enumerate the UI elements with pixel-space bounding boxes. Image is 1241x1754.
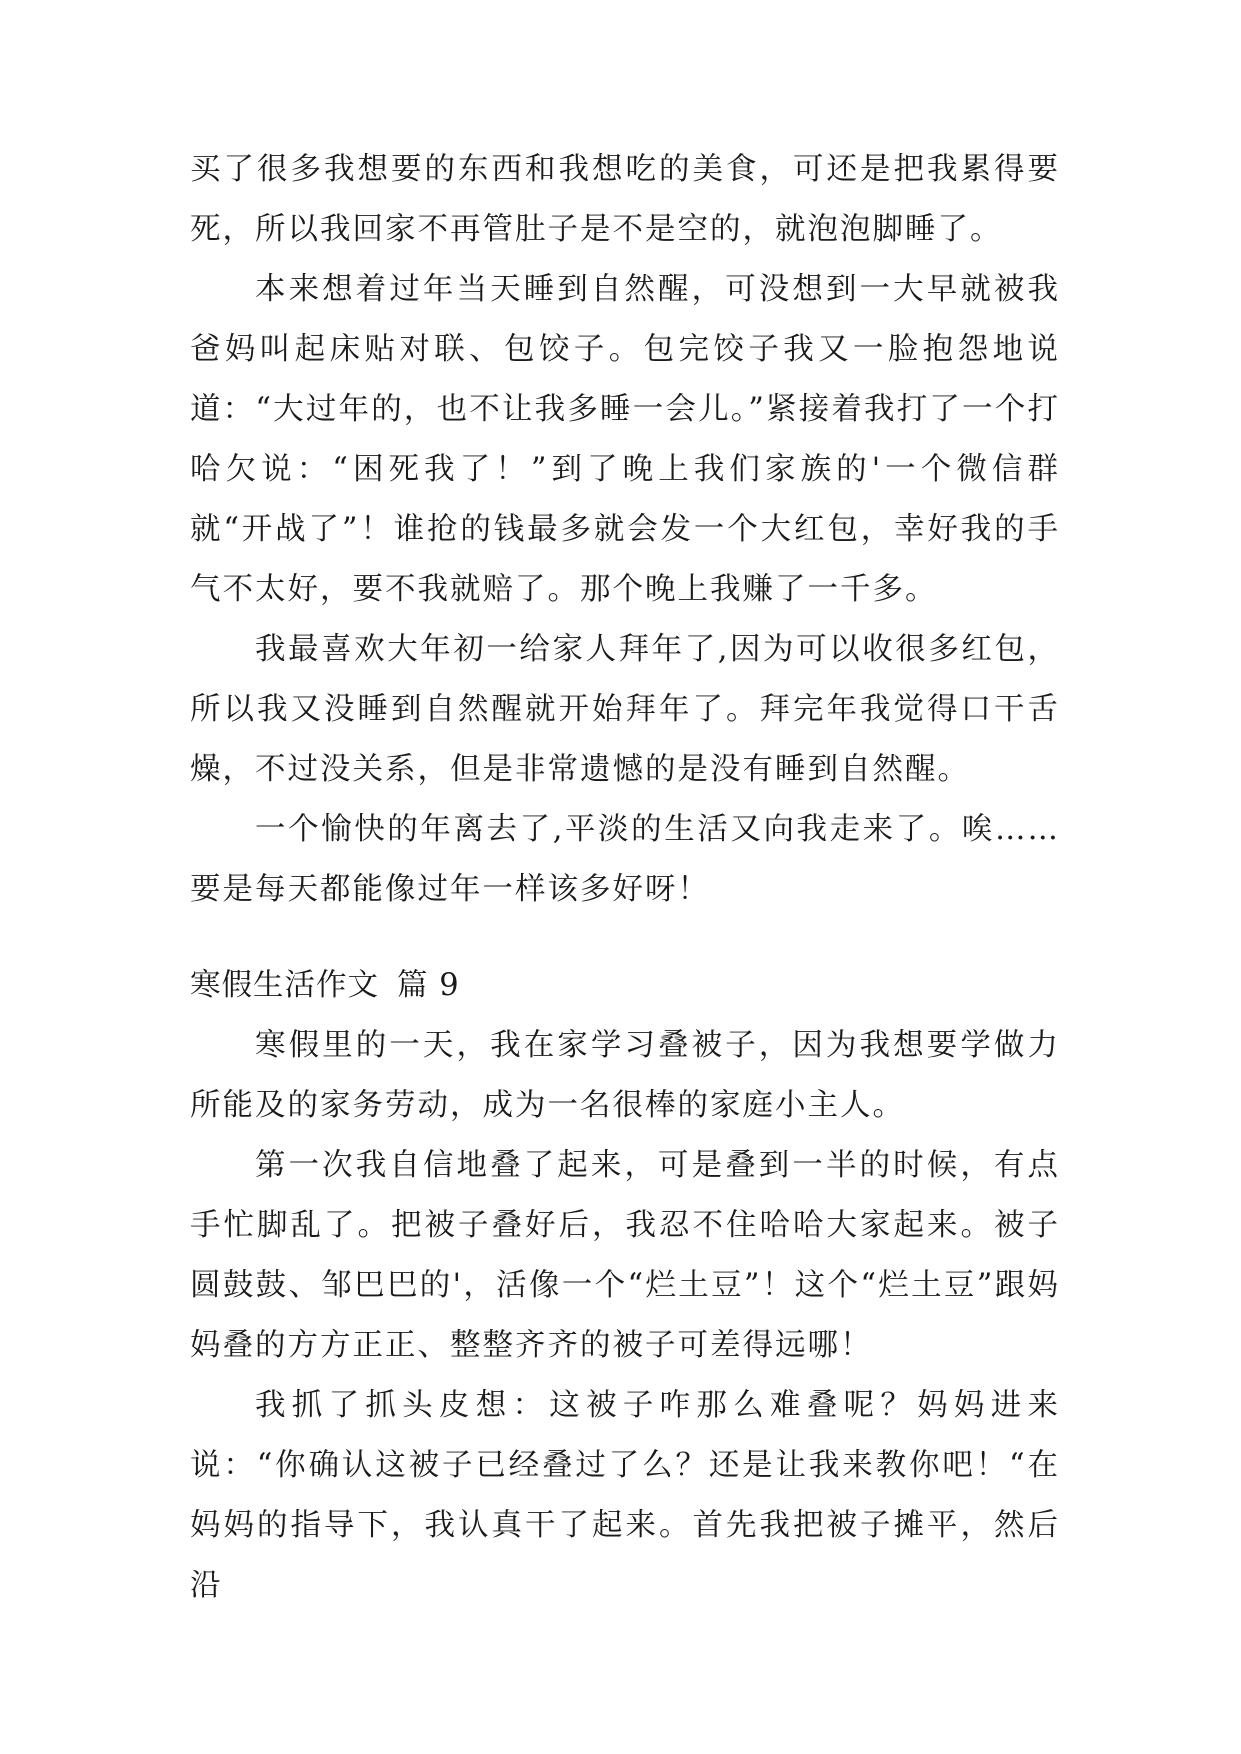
paragraph-continued: 买了很多我想要的东西和我想吃的美食，可还是把我累得要死，所以我回家不再管肚子是不是空的，就泡泡脚睡了。 [190,152,1060,247]
paragraph-year-ending: 一个愉快的年离去了,平淡的生活又向我走来了。唉……要是每天都能像过年一样该多好呀！ [190,812,1060,907]
section-title: 寒假生活作文 [190,968,379,1003]
paragraph-learning-quilt: 寒假里的一天，我在家学习叠被子，因为我想要学做力所能及的家务劳动，成为一名很棒的家庭小主人。 [190,1028,1060,1123]
paragraph-new-year-day: 本来想着过年当天睡到自然醒，可没想到一大早就被我爸妈叫起床贴对联、包饺子。包完饺子我又一脸抱怨地说道：“大过年的，也不让我多睡一会儿。”紧接着我打了一个打哈欠说：“困死我了！”到了晚上我们家族的'一个微信群就“开战了”！谁抢的钱最多就会发一个大红包，幸好我的手气不太好，要不我就赔了。那个晚上我赚了一千多。 [190,272,1060,607]
paragraph-mom-teaches: 我抓了抓头皮想：这被子咋那么难叠呢？妈妈进来说：“你确认这被子已经叠过了么？还是让我来教你吧！“在妈妈的指导下，我认真干了起来。首先我把被子摊平，然后沿 [190,1388,1060,1603]
document-body [190,140,1060,1616]
paragraph-first-day-greetings: 我最喜欢大年初一给家人拜年了,因为可以收很多红包，所以我又没睡到自然醒就开始拜年了。拜完年我觉得口干舌燥，不过没关系，但是非常遗憾的是没有睡到自然醒。 [190,632,1060,787]
section-heading [190,956,1060,1016]
paragraph-first-attempt: 第一次我自信地叠了起来，可是叠到一半的时候，有点手忙脚乱了。把被子叠好后，我忍不住哈哈大家起来。被子圆鼓鼓、邹巴巴的'，活像一个“烂土豆”！这个“烂土豆”跟妈妈叠的方方正正、整整齐齐的被子可差得远哪！ [190,1148,1060,1363]
section-number: 篇 9 [397,968,460,1003]
